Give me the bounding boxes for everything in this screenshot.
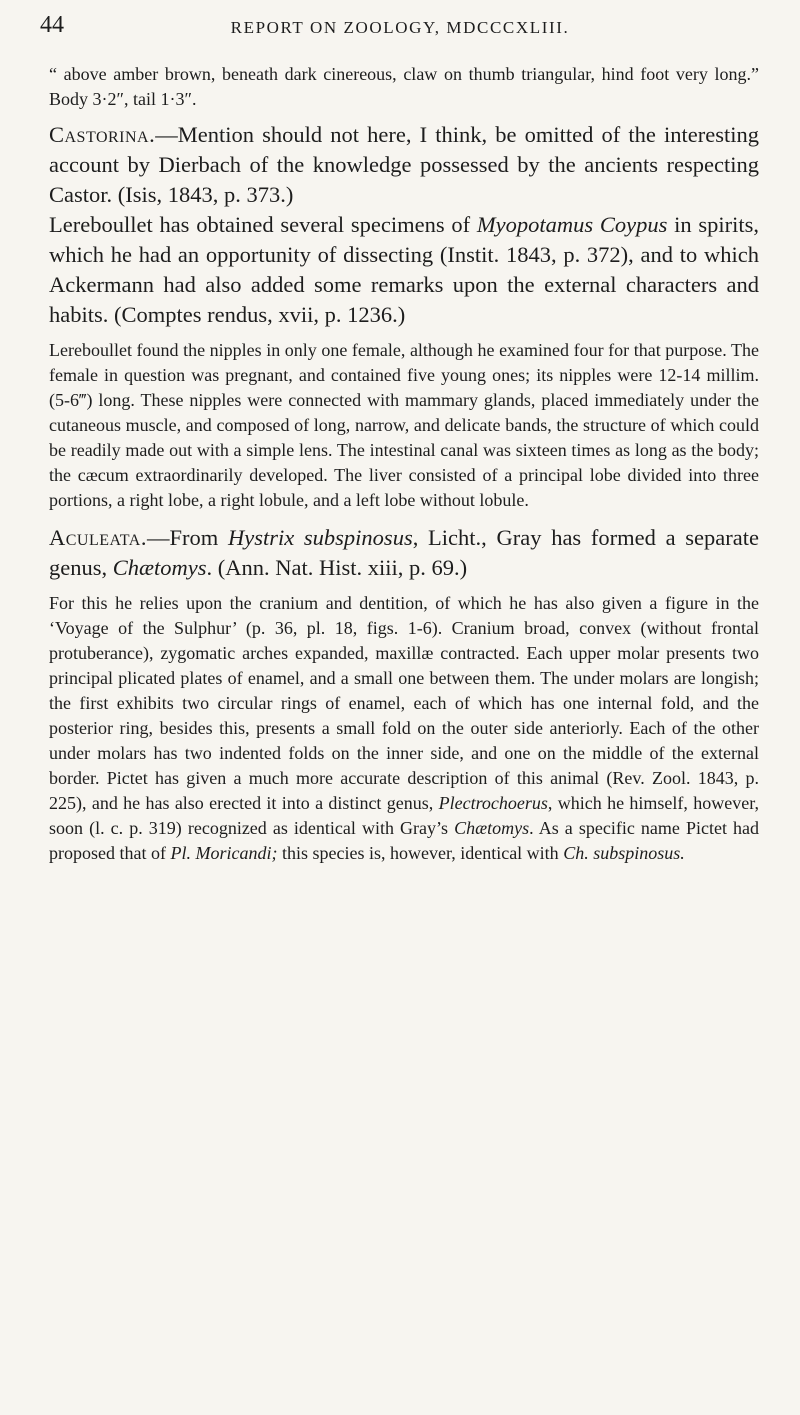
running-title: REPORT ON ZOOLOGY, MDCCCXLIII. [230,18,570,37]
taxon-chaetomys: Chætomys [112,555,207,580]
taxon-myopotamus: Myopotamus Coypus [476,212,668,237]
page-header [0,12,800,52]
section-heading-aculeata: Aculeata. [49,525,147,550]
paragraph-hind-foot: “ above amber brown, beneath dark cinereous, claw on thumb triangular, hind foot very long.” Body 3·2″, tail 1·3″. [49,64,759,109]
taxon-hystrix: Hystrix subspinosus [227,525,413,550]
page-number: 44 [40,12,64,38]
page-body [49,62,759,866]
taxon-moricandi: Pl. Moricandi; [170,843,278,863]
paragraph-castorina: Castorina.—Mention should not here, I think, be omitted of the interesting account by Dierbach of the knowledge possessed by the ancients respecting Castor. (Isis, 1843, p. 373.) [49,122,759,207]
taxon-plectrochoerus: Plectrochoerus [438,793,548,813]
taxon-chaetomys-2: Chætomys [454,818,530,838]
paragraph-aculeata: Aculeata.—From Hystrix subspinosus, Licht., Gray has formed a separate genus, Chætomys. (Ann. Nat. Hist. xiii, p. 69.) [49,525,759,580]
taxon-ch-subspinosus: Ch. subspinosus. [563,843,685,863]
paragraph-lereboullet: Lereboullet has obtained several specimens of Myopotamus Coypus in spirits, which he had an opportunity of dissecting (Instit. 1843, p. 372), and to which Ackermann had also added some remarks upon the external characters and habits. (Comptes rendus, xvii, p. 1236.) [49,212,759,327]
section-heading-castorina: Castorina. [49,122,156,147]
paragraph-lereboullet-nipples: Lereboullet found the nipples in only one female, although he examined four for that purpose. The female in question was pregnant, and contained five young ones; its nipples were 12-14 millim. (5-6‴) long. These nipples were connected with mammary glands, placed immediately under the cutaneous muscle, and composed of long, narrow, and delicate bands, the structure of which could be readily made out with a simple lens. The intestinal canal was sixteen times as long as the body; the cæcum extraordinarily developed. The liver consisted of a principal lobe divided into three portions, a right lobe, a right lobule, and a left lobe without lobule. [49,340,759,510]
paragraph-cranium: For this he relies upon the cranium and dentition, of which he has also given a figure in the ‘Voyage of the Sulphur’ (p. 36, pl. 18, figs. 1-6). Cranium broad, convex (without frontal protuberance), zygomatic arches expanded, maxillæ contracted. Each upper molar presents two principal plicated plates of enamel, and a small one between them. The under molars are longish; the first exhibits two circular rings of enamel, each of which has one internal fold, and the posterior ring, besides this, presents a small fold on the outer side anteriorly. Each of the other under molars has two indented folds on the inner side, and one on the middle of the external border. Pictet has given a much more accurate description of this animal (Rev. Zool. 1843, p. 225), and he has also erected it into a distinct genus, Plectrochoerus, which he himself, however, soon (l. c. p. 319) recognized as identical with Gray’s Chætomys. As a specific name Pictet had proposed that of Pl. Moricandi; this species is, however, identical with Ch. subspinosus. [49,593,760,863]
